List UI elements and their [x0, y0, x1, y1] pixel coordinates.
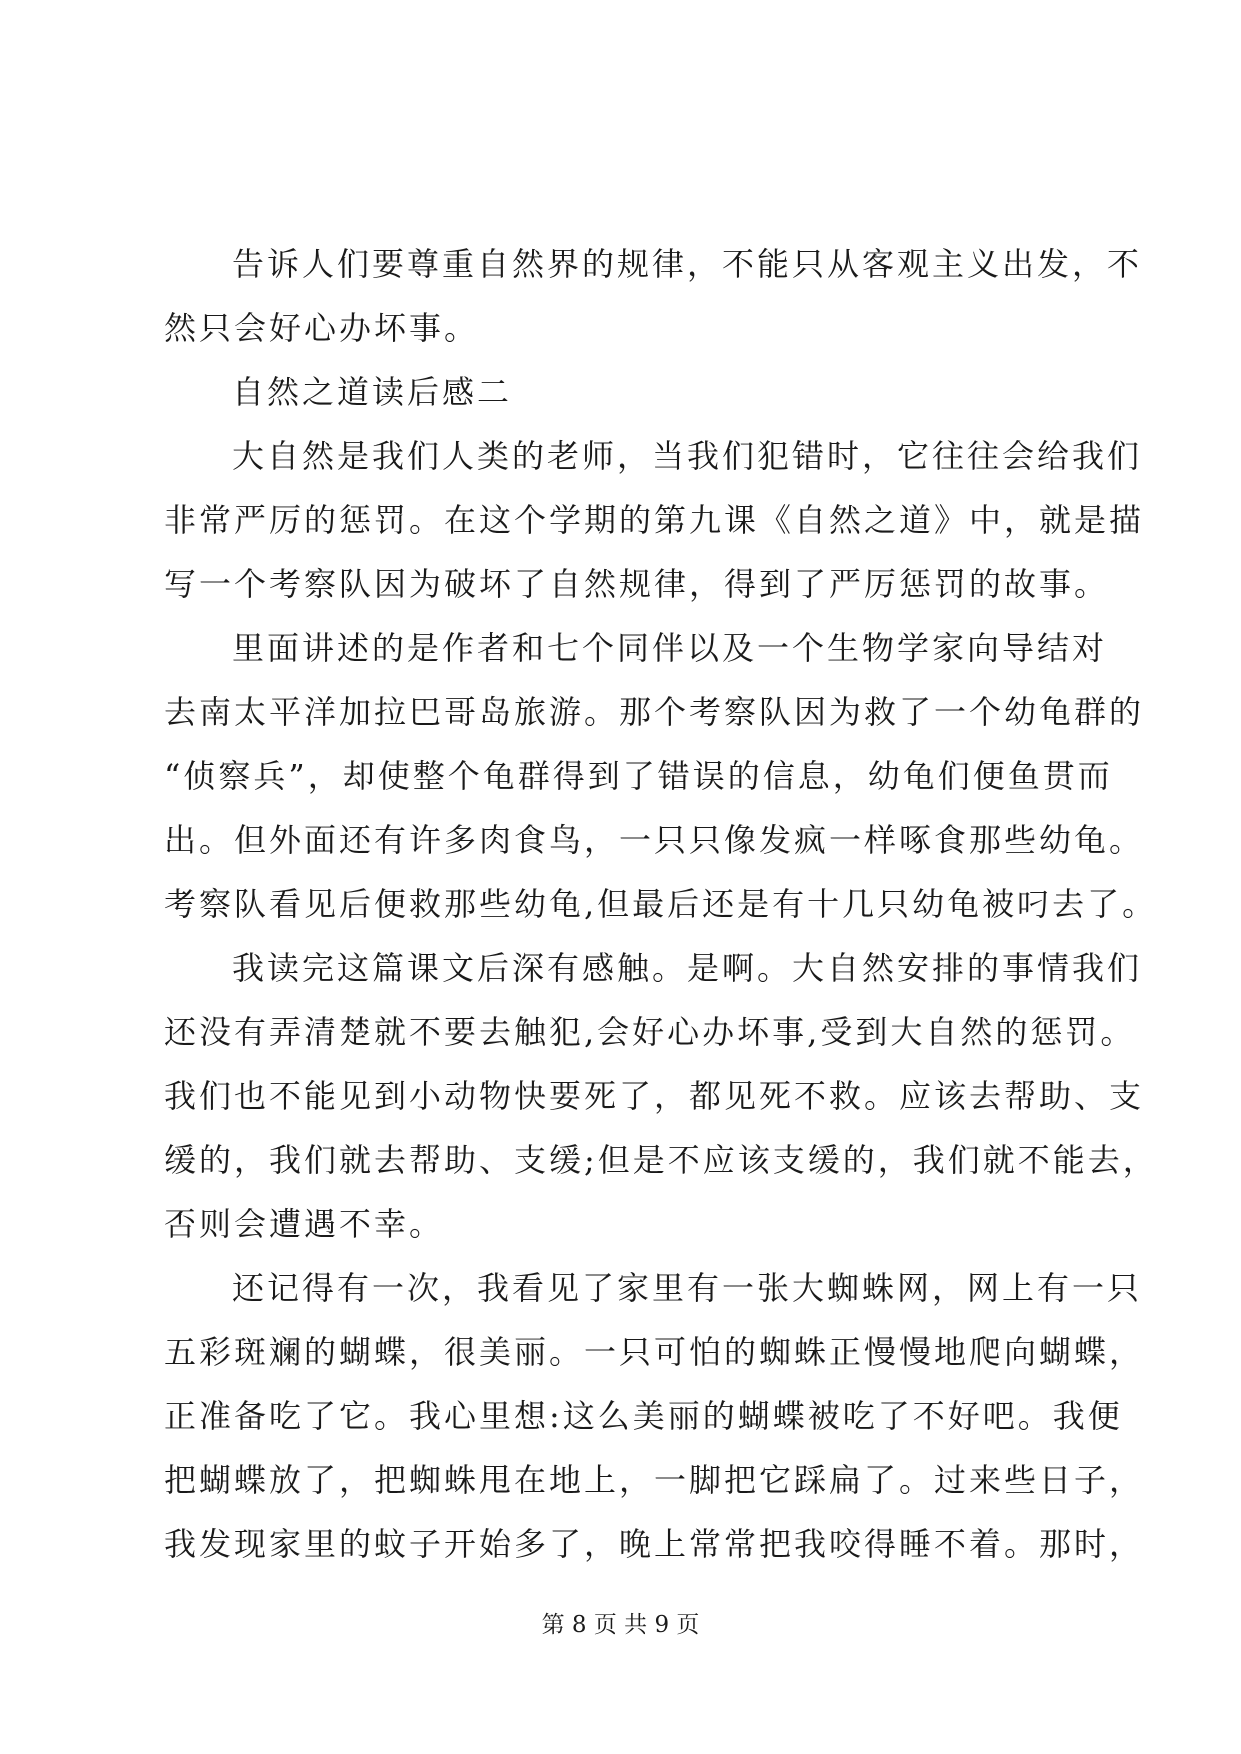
- text-line: “侦察兵”，却使整个龟群得到了错误的信息，幼龟们便鱼贯而: [164, 757, 1113, 795]
- text-line: 五彩斑斓的蝴蝶，很美丽。一只可怕的蜘蛛正慢慢地爬向蝴蝶，: [164, 1333, 1145, 1371]
- text-line: 缓的，我们就去帮助、支缓;但是不应该支缓的，我们就不能去，: [164, 1141, 1158, 1179]
- text-line: 自然之道读后感二: [232, 373, 513, 411]
- text-line: 还没有弄清楚就不要去触犯,会好心办坏事,受到大自然的惩罚。: [164, 1013, 1136, 1051]
- text-line: 去南太平洋加拉巴哥岛旅游。那个考察队因为救了一个幼龟群的: [164, 693, 1145, 731]
- text-line: 否则会遭遇不幸。: [164, 1205, 445, 1243]
- text-line: 大自然是我们人类的老师，当我们犯错时，它往往会给我们: [232, 437, 1143, 475]
- text-line: 告诉人们要尊重自然界的规律，不能只从客观主义出发，不: [232, 245, 1143, 283]
- document-body: [164, 232, 1158, 1576]
- text-line: 然只会好心办坏事。: [164, 309, 480, 347]
- text-line: 非常严厉的惩罚。在这个学期的第九课《自然之道》中，就是描: [164, 501, 1145, 539]
- text-line: 把蝴蝶放了，把蜘蛛甩在地上，一脚把它踩扁了。过来些日子，: [164, 1461, 1145, 1499]
- text-line: 出。但外面还有许多肉食鸟，一只只像发疯一样啄食那些幼龟。: [164, 821, 1145, 859]
- text-line: 里面讲述的是作者和七个同伴以及一个生物学家向导结对: [232, 629, 1108, 667]
- text-line: 还记得有一次，我看见了家里有一张大蜘蛛网，网上有一只: [232, 1269, 1143, 1307]
- text-line: 我发现家里的蚊子开始多了，晚上常常把我咬得睡不着。那时，: [164, 1525, 1145, 1563]
- text-line: 考察队看见后便救那些幼龟,但最后还是有十几只幼龟被叼去了。: [164, 885, 1158, 923]
- text-line: 正准备吃了它。我心里想:这么美丽的蝴蝶被吃了不好吧。我便: [164, 1397, 1123, 1435]
- text-line: 写一个考察队因为破坏了自然规律，得到了严厉惩罚的故事。: [164, 565, 1110, 603]
- text-line: 我读完这篇课文后深有感触。是啊。大自然安排的事情我们: [232, 949, 1143, 987]
- text-line: 我们也不能见到小动物快要死了，都见死不救。应该去帮助、支: [164, 1077, 1145, 1115]
- page-number-footer: 第 8 页 共 9 页: [541, 1612, 700, 1638]
